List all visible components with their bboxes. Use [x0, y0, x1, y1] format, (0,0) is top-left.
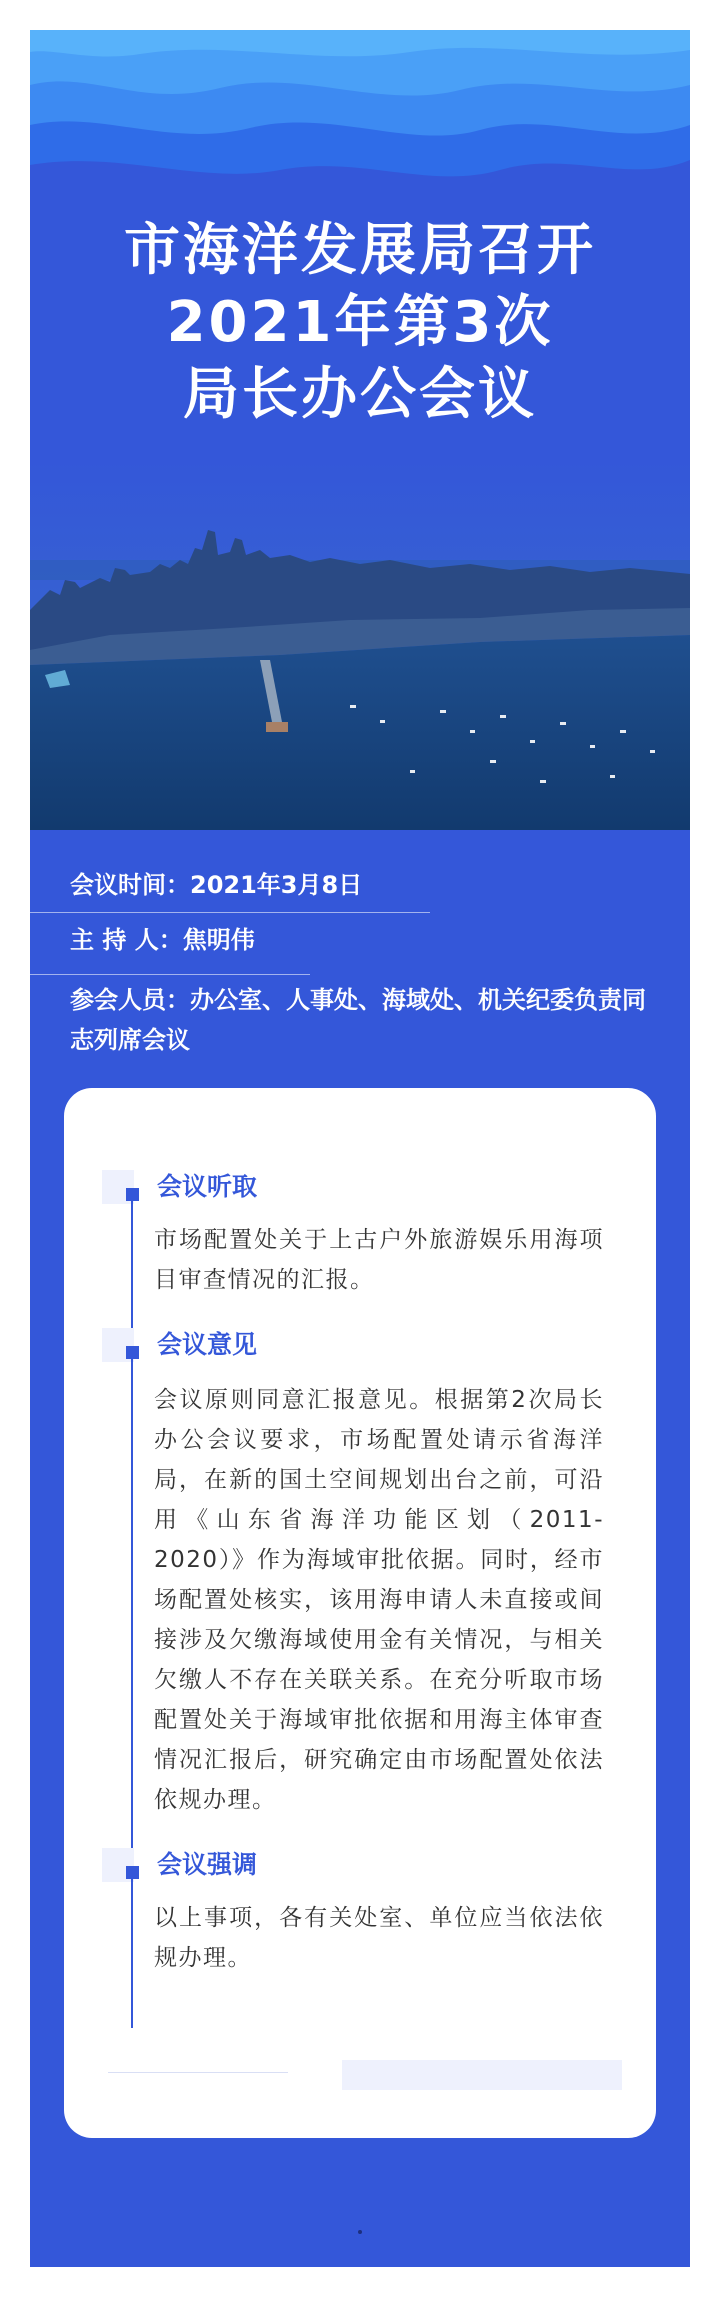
- section-line: [131, 1200, 133, 1335]
- section-body: 以上事项，各有关处室、单位应当依法依规办理。: [154, 1905, 604, 1971]
- footer-divider: [108, 2072, 288, 2073]
- content-card: [64, 1088, 656, 2138]
- meeting-time: 会议时间：2021年3月8日: [70, 871, 363, 899]
- footer-decoration: [342, 2060, 622, 2090]
- poster: [30, 30, 690, 2267]
- section-line: [131, 1358, 133, 1898]
- section-title: 会议强调: [157, 1850, 258, 1879]
- section-body: 会议原则同意汇报意见。根据第2次局长办公会议要求，市场配置处请示省海洋局，在新的国土空间规划出台之前，可沿用《山东省海洋功能区划（2011-2020）》作为海域审批依据。同时，经市场配置处核实，该用海申请人未直接或间接涉及欠缴海域使用金有关情况，与相关欠缴人不存在关联关系。在充分听取市场配置处关于海域审批依据和用海主体审查情况汇报后，研究确定由市场配置处依法依规办理。: [154, 1387, 604, 1813]
- meeting-attendees: 参会人员：办公室、人事处、海域处、机关纪委负责同志列席会议: [70, 986, 646, 1054]
- bottom-dot: [358, 2230, 362, 2234]
- meeting-host: 主 持 人：焦明伟: [70, 926, 255, 954]
- section-body: 市场配置处关于上古户外旅游娱乐用海项目审查情况的汇报。: [154, 1227, 604, 1293]
- city-harbor-photo: [30, 460, 690, 830]
- title-line-2: 2021年第3次: [166, 290, 554, 355]
- title-line-3: 局长办公会议: [183, 362, 537, 427]
- section-line: [131, 1878, 133, 2028]
- section-heading: [102, 1170, 482, 1210]
- top-wave-decoration: [30, 30, 690, 230]
- page-title: [30, 215, 690, 431]
- meeting-info: [30, 860, 690, 1060]
- title-line-1: 市海洋发展局召开: [124, 218, 596, 283]
- section-title: 会议听取: [157, 1172, 258, 1201]
- section-title: 会议意见: [157, 1330, 258, 1359]
- section-heading: [102, 1328, 482, 1368]
- section-heading: [102, 1848, 482, 1888]
